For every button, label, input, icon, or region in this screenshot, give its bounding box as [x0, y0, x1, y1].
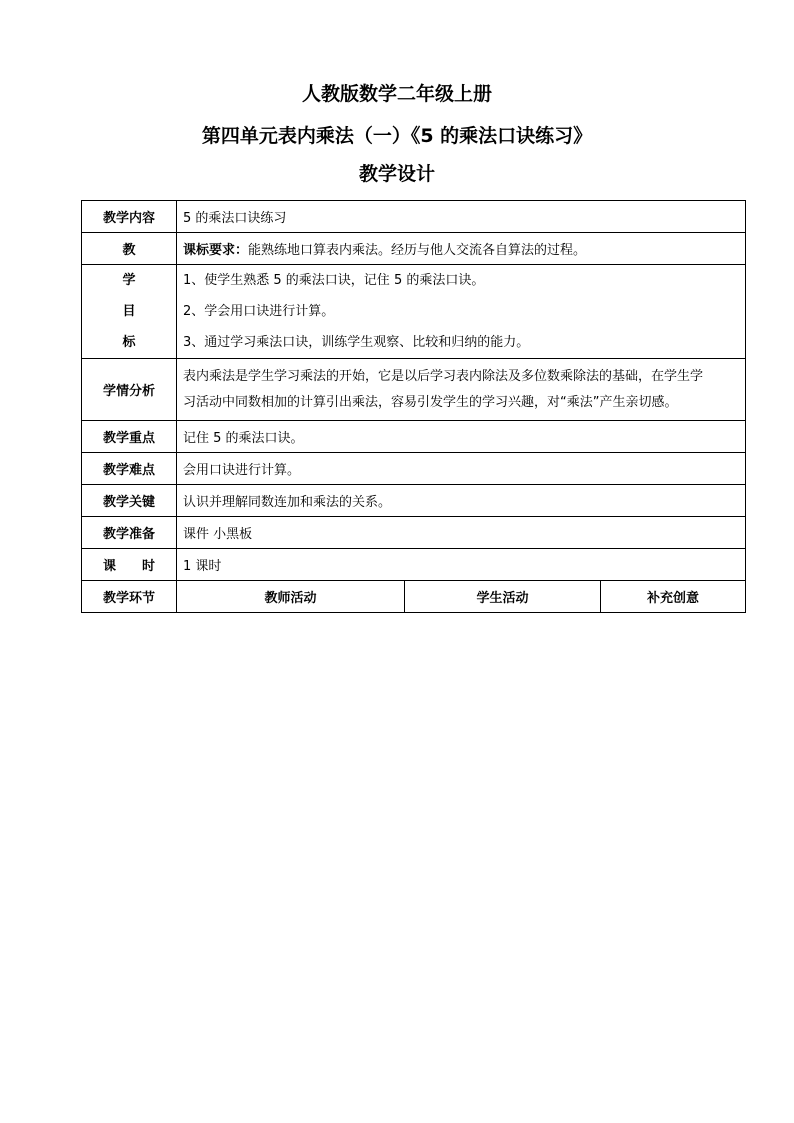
value-objectives — [177, 265, 746, 359]
label-teaching-content: 教学内容 — [82, 201, 177, 233]
row-difficulty — [82, 453, 746, 485]
document-title-block — [0, 84, 794, 184]
label-difficulty: 教学难点 — [82, 453, 177, 485]
label-class-period: 课 时 — [82, 549, 177, 581]
objective-item-2: 2、学会用口诀进行计算。 — [183, 304, 335, 319]
curriculum-standard-label: 课标要求： — [183, 243, 249, 258]
header-supplementary-ideas: 补充创意 — [601, 581, 746, 613]
label-crux: 教学关键 — [82, 485, 177, 517]
header-teacher-activity: 教师活动 — [177, 581, 405, 613]
situation-line-2: 习活动中同数相加的计算引出乘法，容易引发学生的学习兴趣，对“乘法”产生亲切感。 — [183, 394, 678, 410]
label-objectives-cell — [82, 265, 177, 359]
row-key-point — [82, 421, 746, 453]
document-subtitle: 第四单元表内乘法（一）《5 的乘法口诀练习》 — [201, 125, 593, 147]
label-objective-char-2: 学 — [122, 273, 136, 288]
row-preparation — [82, 517, 746, 549]
label-key-point: 教学重点 — [82, 421, 177, 453]
value-learning-situation — [177, 359, 746, 421]
value-crux: 认识并理解同数连加和乘法的关系。 — [177, 485, 746, 517]
objective-item-3: 3、通过学习乘法口诀，训练学生观察、比较和归纳的能力。 — [183, 335, 530, 350]
value-difficulty: 会用口诀进行计算。 — [177, 453, 746, 485]
row-class-period — [82, 549, 746, 581]
value-class-period: 1 课时 — [177, 549, 746, 581]
label-objective-char-1: 教 — [82, 233, 177, 265]
row-objectives-items — [82, 265, 746, 359]
row-teaching-content — [82, 201, 746, 233]
value-key-point: 记住 5 的乘法口诀。 — [177, 421, 746, 453]
document-heading: 教学设计 — [358, 163, 435, 185]
row-objectives-standard — [82, 233, 746, 265]
label-teaching-phase: 教学环节 — [82, 581, 177, 613]
label-objective-char-3: 目 — [122, 304, 136, 319]
value-teaching-content: 5 的乘法口诀练习 — [177, 201, 746, 233]
curriculum-standard-text: 能熟练地口算表内乘法。经历与他人交流各自算法的过程。 — [248, 243, 587, 258]
label-preparation: 教学准备 — [82, 517, 177, 549]
row-crux — [82, 485, 746, 517]
objective-item-1: 1、使学生熟悉 5 的乘法口诀，记住 5 的乘法口诀。 — [183, 273, 485, 288]
label-learning-situation: 学情分析 — [82, 359, 177, 421]
header-student-activity: 学生活动 — [405, 581, 601, 613]
value-curriculum-standard — [177, 233, 746, 265]
situation-line-1: 表内乘法是学生学习乘法的开始，它是以后学习表内除法及多位数乘除法的基础，在学生学 — [183, 368, 704, 384]
row-teaching-phase-header — [82, 581, 746, 613]
label-objective-char-4: 标 — [122, 335, 136, 350]
document-title: 人教版数学二年级上册 — [301, 83, 492, 105]
lesson-plan-table — [81, 200, 746, 613]
row-learning-situation — [82, 359, 746, 421]
value-preparation: 课件 小黑板 — [177, 517, 746, 549]
